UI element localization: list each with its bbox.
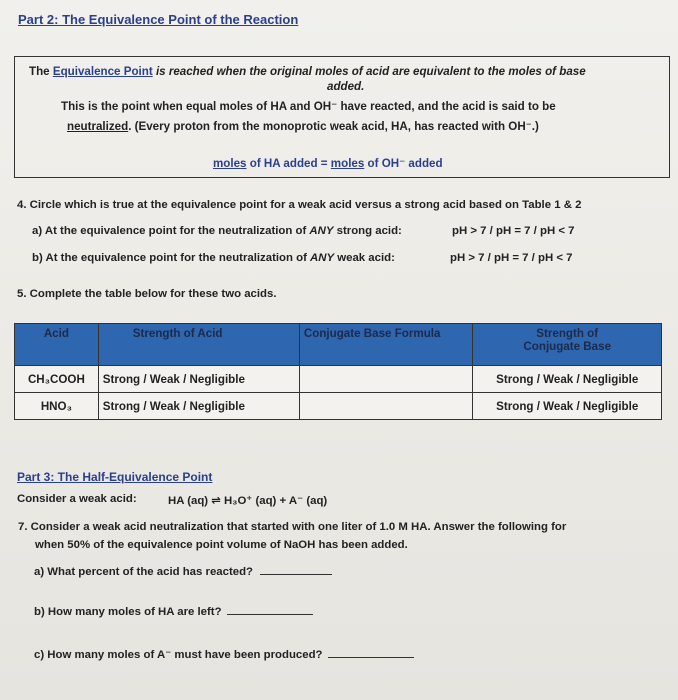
definition-line-4: neutralized. (Every proton from the monoprotic weak acid, HA, has reacted with OH⁻.)	[67, 120, 539, 133]
q7b-answer-blank[interactable]	[227, 603, 313, 615]
conjugate-base-strength-options[interactable]: Strong / Weak / Negligible	[473, 366, 662, 393]
definition-line-3: This is the point when equal moles of HA and OH⁻ have reacted, and the acid is said to be	[61, 100, 556, 113]
header-acid: Acid	[15, 324, 99, 366]
table-row	[15, 366, 662, 393]
q7a-line	[34, 563, 332, 578]
part2-title: Part 2: The Equivalence Point of the Reaction	[18, 12, 299, 27]
q7c-answer-blank[interactable]	[328, 646, 414, 658]
q7c-line	[34, 646, 414, 661]
conjugate-base-formula-input[interactable]	[299, 366, 473, 393]
q4a-options[interactable]: pH > 7 / pH = 7 / pH < 7	[452, 225, 575, 237]
header-strength-of-acid: Strength of Acid	[98, 324, 299, 366]
definition-line-2: added.	[327, 80, 365, 93]
table-row	[15, 393, 662, 420]
q4b-line: b) At the equivalence point for the neutralization of ANY weak acid:	[32, 252, 395, 264]
weak-acid-label: Consider a weak acid:	[17, 493, 137, 505]
conjugate-base-formula-input[interactable]	[299, 393, 473, 420]
q7-prompt-line-1: 7. Consider a weak acid neutralization that started with one liter of 1.0 M HA. Answer the following for	[18, 521, 567, 533]
header-conjugate-base-formula: Conjugate Base Formula	[299, 324, 473, 366]
acid-name: HNO₃	[15, 393, 99, 420]
equivalence-definition-box	[14, 56, 670, 178]
q4-prompt: 4. Circle which is true at the equivalence point for a weak acid versus a strong acid based on Table 1 & 2	[17, 199, 582, 211]
q7b-line	[34, 603, 313, 618]
neutralized-term: neutralized	[67, 120, 129, 133]
q4a-line: a) At the equivalence point for the neutralization of ANY strong acid:	[32, 225, 402, 237]
q4b-options[interactable]: pH > 7 / pH = 7 / pH < 7	[450, 252, 573, 264]
weak-acid-equation: HA (aq) ⇌ H₃O⁺ (aq) + A⁻ (aq)	[168, 495, 328, 507]
equivalence-point-term: Equivalence Point	[52, 65, 153, 78]
acid-strength-options[interactable]: Strong / Weak / Negligible	[98, 366, 299, 393]
header-strength-of-conjugate-base: Strength of Conjugate Base	[473, 324, 662, 366]
q7-prompt-line-2: when 50% of the equivalence point volume of NaOH has been added.	[35, 539, 408, 551]
definition-line-1: The Equivalence Point is reached when the original moles of acid are equivalent to the moles of base	[29, 65, 586, 78]
q7a-answer-blank[interactable]	[260, 563, 332, 575]
acid-table	[14, 323, 662, 420]
acid-strength-options[interactable]: Strong / Weak / Negligible	[98, 393, 299, 420]
part3-title: Part 3: The Half-Equivalence Point	[17, 470, 213, 484]
q7b-prompt: b) How many moles of HA are left?	[34, 606, 222, 618]
acid-name: CH₃COOH	[15, 366, 99, 393]
q5-prompt: 5. Complete the table below for these two acids.	[17, 288, 277, 300]
q7c-prompt: c) How many moles of A⁻ must have been produced?	[34, 649, 323, 661]
q7a-prompt: a) What percent of the acid has reacted?	[34, 566, 254, 578]
table-header-row	[15, 324, 662, 366]
conjugate-base-strength-options[interactable]: Strong / Weak / Negligible	[473, 393, 662, 420]
moles-equation: moles of HA added = moles of OH⁻ added	[213, 157, 443, 170]
